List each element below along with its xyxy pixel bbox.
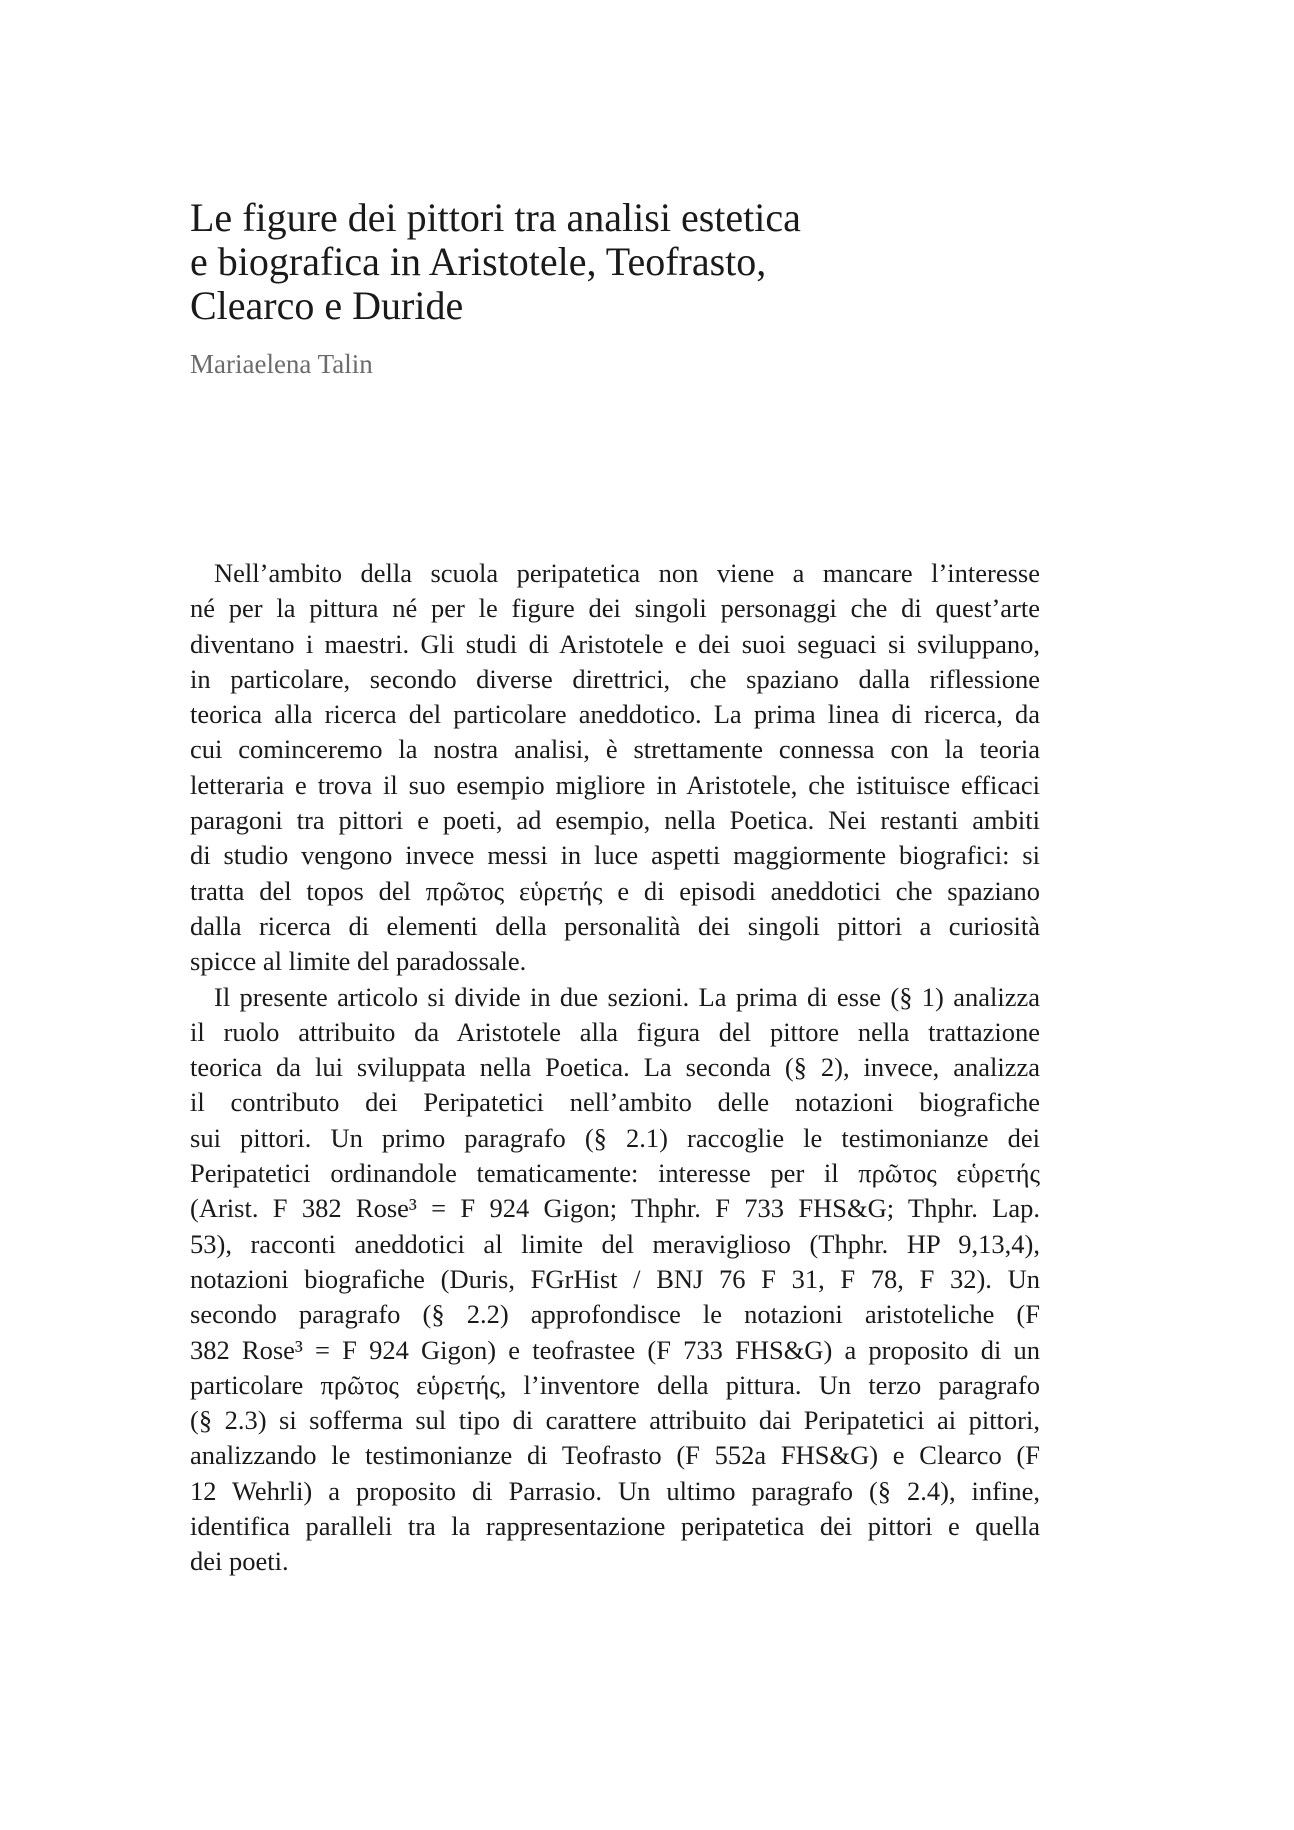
text-line: 12 Wehrli) a proposito di Parrasio. Un ultimo paragrafo (§ 2.4), infine, <box>190 1475 1040 1506</box>
text-line: 53), racconti aneddotici al limite del meraviglioso (Thphr. HP 9,13,4), <box>190 1228 1040 1259</box>
text-line: di studio vengono invece messi in luce aspetti maggiormente biografici: si <box>190 840 1040 871</box>
text-line: teorica alla ricerca del particolare aneddotico. La prima linea di ricerca, da <box>190 699 1040 730</box>
text-line: Il presente articolo si divide in due sezioni. La prima di esse (§ 1) analizza <box>214 981 1040 1012</box>
text-line: Nell’ambito della scuola peripatetica non viene a mancare l’interesse <box>214 558 1040 588</box>
text-line: sui pittori. Un primo paragrafo (§ 2.1) raccoglie le testimonianze dei <box>190 1122 1040 1153</box>
text-line: paragoni tra pittori e poeti, ad esempio, nella Poetica. Nei restanti ambiti <box>190 805 1040 836</box>
text-line: Peripatetici ordinandole tematicamente: interesse per il πρῶτος εὑρετής <box>190 1158 1040 1189</box>
text-line: né per la pittura né per le figure dei singoli personaggi che di quest’arte <box>190 593 1040 624</box>
text-line: il ruolo attribuito da Aristotele alla figura del pittore nella trattazione <box>190 1016 1040 1047</box>
text-line: teorica da lui sviluppata nella Poetica. La seconda (§ 2), invece, analizza <box>190 1052 1040 1083</box>
text-line: (Arist. F 382 Rose³ = F 924 Gigon; Thphr. F 733 FHS&G; Thphr. Lap. <box>190 1193 1040 1224</box>
text-line: secondo paragrafo (§ 2.2) approfondisce le notazioni aristoteliche (F <box>190 1299 1040 1330</box>
text-line: letteraria e trova il suo esempio migliore in Aristotele, che istituisce efficaci <box>190 769 1040 800</box>
text-line: identifica paralleli tra la rappresentazione peripatetica dei pittori e quella <box>190 1511 1040 1542</box>
text-line: diventano i maestri. Gli studi di Aristotele e dei suoi seguaci si sviluppano, <box>190 628 1040 659</box>
text-line: cui cominceremo la nostra analisi, è strettamente connessa con la teoria <box>190 734 1040 765</box>
text-line: dalla ricerca di elementi della personalità dei singoli pittori a curiosità <box>190 910 1040 941</box>
title-line: Le figure dei pittori tra analisi estetica <box>190 195 801 240</box>
text-line: notazioni biografiche (Duris, FGrHist / BNJ 76 F 31, F 78, F 32). Un <box>190 1263 1040 1294</box>
text-line: dei poeti. <box>190 1546 289 1577</box>
text-line: in particolare, secondo diverse direttrici, che spaziano dalla riflessione <box>190 663 1040 694</box>
text-line: (§ 2.3) si sofferma sul tipo di carattere attribuito dai Peripatetici ai pittori, <box>190 1405 1040 1436</box>
text-line: analizzando le testimonianze di Teofrasto (F 552a FHS&G) e Clearco (F <box>190 1440 1040 1471</box>
text-line: spicce al limite del paradossale. <box>190 946 527 977</box>
article-body <box>190 556 1040 1580</box>
text-line: tratta del topos del πρῶτος εὑρετής e di episodi aneddotici che spaziano <box>190 875 1040 906</box>
text-line: 382 Rose³ = F 924 Gigon) e teofrastee (F 733 FHS&G) a proposito di un <box>190 1334 1040 1365</box>
author-name: Mariaelena Talin <box>190 349 373 379</box>
title-line: e biografica in Aristotele, Teofrasto, <box>190 239 767 284</box>
paragraph <box>190 980 1040 1580</box>
article-title <box>190 196 950 328</box>
paragraph <box>190 556 1040 980</box>
text-line: il contributo dei Peripatetici nell’ambito delle notazioni biografiche <box>190 1087 1040 1118</box>
text-line: particolare πρῶτος εὑρετής, l’inventore della pittura. Un terzo paragrafo <box>190 1369 1040 1400</box>
title-line: Clearco e Duride <box>190 283 464 328</box>
